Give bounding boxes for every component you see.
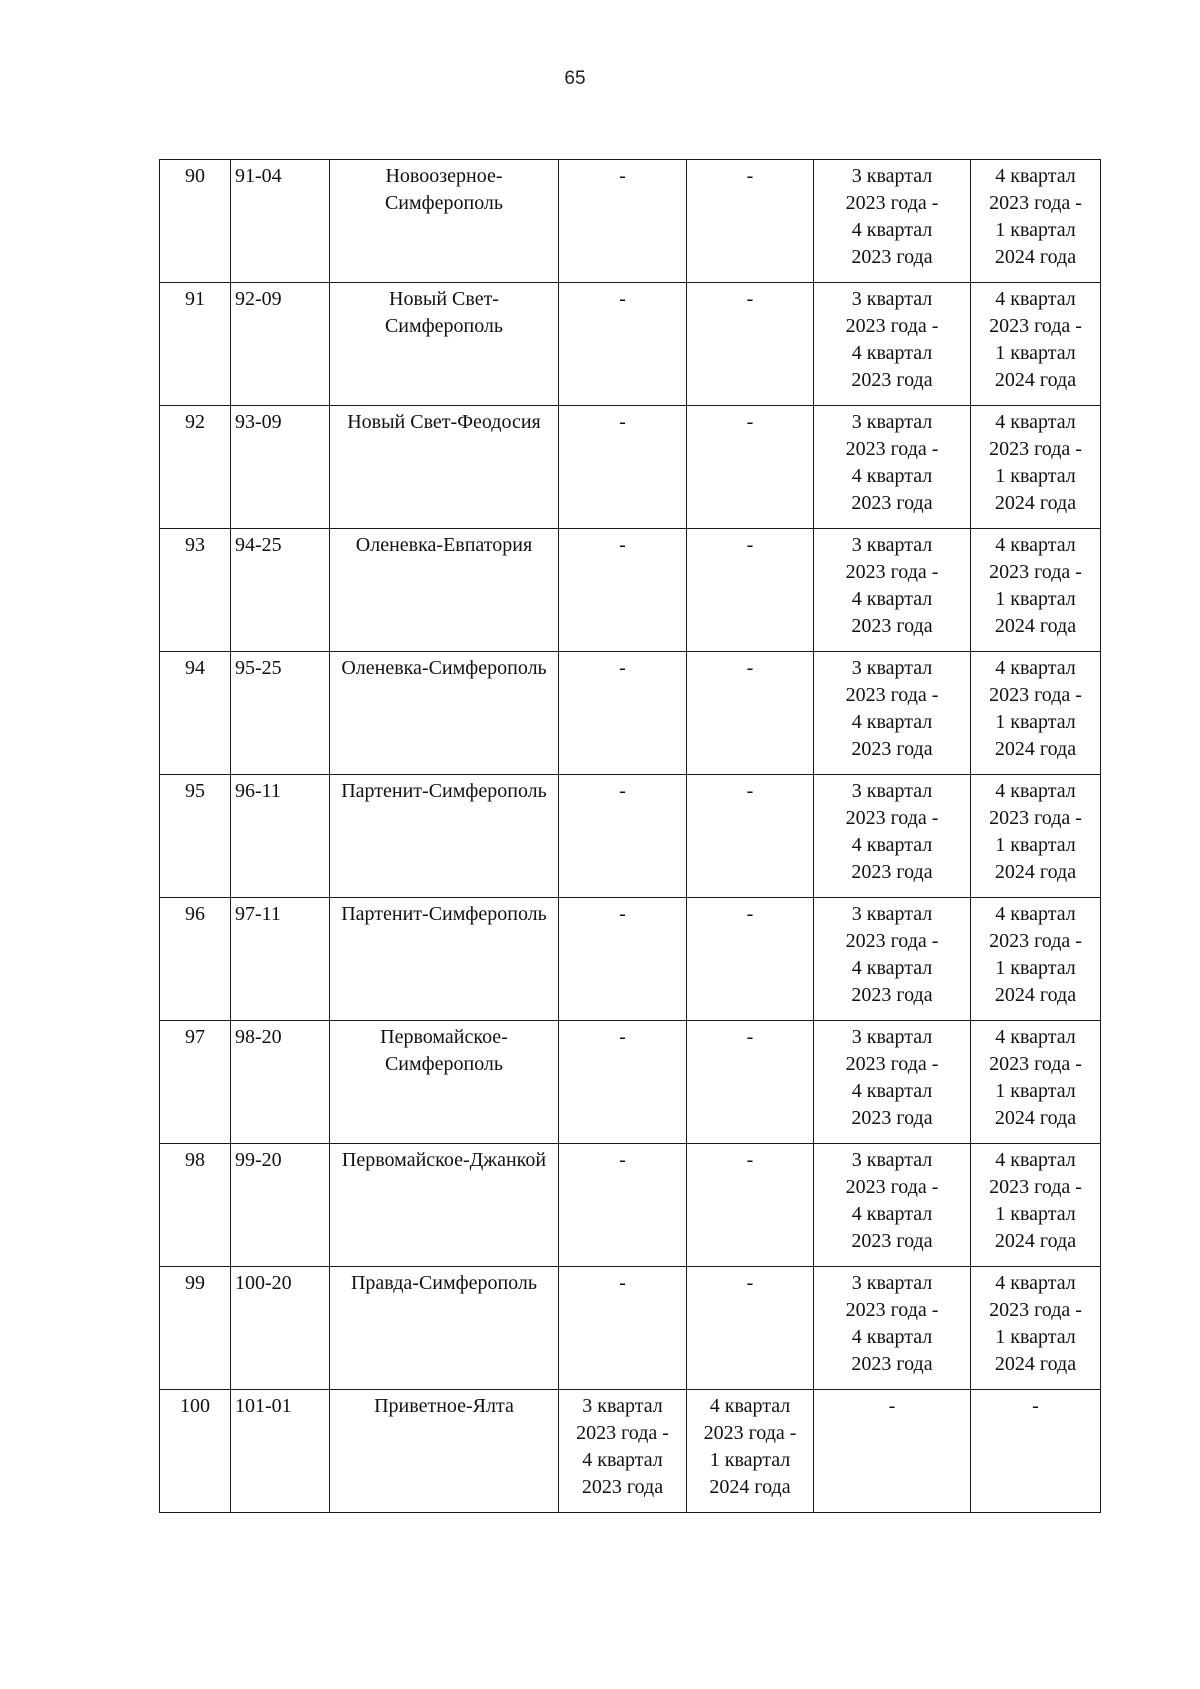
period-line: 4 квартал xyxy=(995,903,1076,925)
period-line: 4 квартал xyxy=(995,165,1076,187)
period-line: 2023 года - xyxy=(989,807,1082,829)
period-line: 2023 года xyxy=(851,1353,933,1375)
period-line: - xyxy=(746,1272,754,1294)
period-line: - xyxy=(619,534,626,556)
period-line: 2023 года - xyxy=(845,1176,939,1198)
table-row xyxy=(160,1267,1101,1390)
period-line: 2023 года - xyxy=(989,684,1082,706)
route-name-cell: Новый Свет-Симферополь xyxy=(330,283,559,406)
period-p3-cell xyxy=(814,283,971,406)
period-line: - xyxy=(746,1149,754,1171)
period-line: 2023 года xyxy=(851,1230,933,1252)
route-code-cell: 92-09 xyxy=(231,283,330,406)
period-line: 4 квартал xyxy=(851,342,933,364)
period-line: 2023 года - xyxy=(845,807,939,829)
period-line: 4 квартал xyxy=(851,465,933,487)
period-line: - xyxy=(619,288,626,310)
period-line: 4 квартал xyxy=(851,1080,933,1102)
period-p4-cell xyxy=(971,898,1101,1021)
period-line: 2023 года - xyxy=(845,192,939,214)
table-row xyxy=(160,406,1101,529)
period-p4-cell xyxy=(971,283,1101,406)
routes-table xyxy=(159,159,1101,1513)
period-line: 1 квартал xyxy=(995,219,1076,241)
period-line: 3 квартал xyxy=(851,1026,933,1048)
row-number-cell: 96 xyxy=(160,898,231,1021)
period-line: 2023 года xyxy=(851,246,933,268)
period-line: 4 квартал xyxy=(995,1272,1076,1294)
period-p4-cell xyxy=(971,406,1101,529)
period-p2-cell xyxy=(687,1021,814,1144)
period-p1-cell xyxy=(559,898,687,1021)
table-row xyxy=(160,1021,1101,1144)
period-line: 2023 года xyxy=(851,615,933,637)
period-line: 4 квартал xyxy=(851,957,933,979)
route-name-cell: Первомайское-Симферополь xyxy=(330,1021,559,1144)
row-number-cell: 93 xyxy=(160,529,231,652)
period-line: 4 квартал xyxy=(995,534,1076,556)
period-line: 3 квартал xyxy=(851,903,933,925)
table-row xyxy=(160,529,1101,652)
period-line: 2023 года - xyxy=(989,438,1082,460)
period-line: 2023 года - xyxy=(576,1422,669,1444)
route-code-cell: 94-25 xyxy=(231,529,330,652)
period-line: 3 квартал xyxy=(851,411,933,433)
period-p1-cell xyxy=(559,1267,687,1390)
period-line: 2024 года xyxy=(994,1353,1077,1375)
period-p3-cell xyxy=(814,652,971,775)
period-p1-cell xyxy=(559,775,687,898)
period-line: 4 квартал xyxy=(582,1449,663,1471)
period-line: 2023 года - xyxy=(989,561,1082,583)
route-name-cell: Приветное-Ялта xyxy=(330,1390,559,1513)
period-line: 3 квартал xyxy=(851,1149,933,1171)
period-p1-cell xyxy=(559,283,687,406)
period-line: 2024 года xyxy=(709,1476,791,1498)
route-code-cell: 93-09 xyxy=(231,406,330,529)
period-line: 2023 года xyxy=(851,984,933,1006)
period-line: 4 квартал xyxy=(851,1326,933,1348)
period-p4-cell xyxy=(971,1390,1101,1513)
period-p4-cell xyxy=(971,529,1101,652)
period-line: 1 квартал xyxy=(995,1326,1076,1348)
period-line: - xyxy=(619,780,626,802)
period-line: 3 квартал xyxy=(851,1272,933,1294)
route-code-cell: 97-11 xyxy=(231,898,330,1021)
period-line: 2023 года - xyxy=(845,438,939,460)
period-line: 4 квартал xyxy=(995,1026,1076,1048)
period-line: 1 квартал xyxy=(995,465,1076,487)
period-line: 2024 года xyxy=(994,492,1077,514)
period-line: 4 квартал xyxy=(851,1203,933,1225)
period-line: 3 квартал xyxy=(851,657,933,679)
period-p3-cell xyxy=(814,529,971,652)
period-line: 3 квартал xyxy=(851,165,933,187)
period-p1-cell xyxy=(559,529,687,652)
table-row xyxy=(160,1390,1101,1513)
period-line: 4 квартал xyxy=(995,1149,1076,1171)
period-p2-cell xyxy=(687,652,814,775)
route-code-cell: 98-20 xyxy=(231,1021,330,1144)
period-p1-cell xyxy=(559,652,687,775)
period-p3-cell xyxy=(814,1021,971,1144)
period-line: - xyxy=(746,288,754,310)
period-line: - xyxy=(746,903,754,925)
row-number-cell: 95 xyxy=(160,775,231,898)
page-number: 65 xyxy=(564,68,586,89)
row-number-cell: 90 xyxy=(160,160,231,283)
period-p2-cell xyxy=(687,406,814,529)
period-line: 1 квартал xyxy=(995,588,1076,610)
period-line: 4 квартал xyxy=(851,219,933,241)
period-line: - xyxy=(746,411,754,433)
route-name-cell: Партенит-Симферополь xyxy=(330,898,559,1021)
row-number-cell: 98 xyxy=(160,1144,231,1267)
period-line: 2023 года - xyxy=(845,315,939,337)
period-line: 4 квартал xyxy=(709,1395,791,1417)
period-p1-cell xyxy=(559,406,687,529)
period-p4-cell xyxy=(971,1021,1101,1144)
period-p2-cell xyxy=(687,160,814,283)
period-p3-cell xyxy=(814,775,971,898)
period-line: 2023 года - xyxy=(989,930,1082,952)
route-code-cell: 100-20 xyxy=(231,1267,330,1390)
period-line: 2023 года - xyxy=(845,1299,939,1321)
period-p4-cell xyxy=(971,1144,1101,1267)
table-row xyxy=(160,160,1101,283)
period-line: 4 квартал xyxy=(995,780,1076,802)
period-line: - xyxy=(619,657,626,679)
period-line: 1 квартал xyxy=(995,834,1076,856)
period-line: - xyxy=(746,780,754,802)
period-line: 2024 года xyxy=(994,246,1077,268)
period-line: 3 квартал xyxy=(582,1395,663,1417)
period-p3-cell xyxy=(814,1267,971,1390)
period-line: 2023 года - xyxy=(989,1176,1082,1198)
period-line: 2024 года xyxy=(994,615,1077,637)
routes-table-body xyxy=(160,160,1101,1513)
period-line: 2024 года xyxy=(994,369,1077,391)
period-line: 2023 года xyxy=(851,738,933,760)
table-row xyxy=(160,652,1101,775)
period-p1-cell xyxy=(559,160,687,283)
period-line: 1 квартал xyxy=(995,1203,1076,1225)
period-line: 1 квартал xyxy=(995,711,1076,733)
period-line: 2023 года - xyxy=(845,1053,939,1075)
period-line: 2024 года xyxy=(994,738,1077,760)
row-number-cell: 92 xyxy=(160,406,231,529)
period-p1-cell xyxy=(559,1144,687,1267)
period-line: 2023 года - xyxy=(845,561,939,583)
period-line: 2023 года xyxy=(851,492,933,514)
period-line: 1 квартал xyxy=(995,342,1076,364)
period-p4-cell xyxy=(971,160,1101,283)
period-line: - xyxy=(619,903,626,925)
route-code-cell: 99-20 xyxy=(231,1144,330,1267)
period-line: 1 квартал xyxy=(995,1080,1076,1102)
route-name-cell: Оленевка-Евпатория xyxy=(330,529,559,652)
table-row xyxy=(160,283,1101,406)
period-line: 4 квартал xyxy=(851,834,933,856)
period-line: - xyxy=(619,1149,626,1171)
period-line: 2023 года - xyxy=(989,315,1082,337)
period-line: 2024 года xyxy=(994,861,1077,883)
period-line: 2024 года xyxy=(994,1107,1077,1129)
period-line: - xyxy=(746,534,754,556)
route-name-cell: Партенит-Симферополь xyxy=(330,775,559,898)
period-line: 2023 года - xyxy=(703,1422,797,1444)
period-p3-cell xyxy=(814,1144,971,1267)
period-line: 3 квартал xyxy=(851,534,933,556)
period-p2-cell xyxy=(687,1390,814,1513)
row-number-cell: 91 xyxy=(160,283,231,406)
period-p2-cell xyxy=(687,898,814,1021)
period-p3-cell xyxy=(814,1390,971,1513)
period-line: 4 квартал xyxy=(995,657,1076,679)
route-name-cell: Оленевка-Симферополь xyxy=(330,652,559,775)
period-p3-cell xyxy=(814,898,971,1021)
period-line: - xyxy=(888,1395,896,1417)
period-p4-cell xyxy=(971,652,1101,775)
row-number-cell: 94 xyxy=(160,652,231,775)
period-p2-cell xyxy=(687,529,814,652)
route-name-cell: Новый Свет-Феодосия xyxy=(330,406,559,529)
period-line: 4 квартал xyxy=(995,288,1076,310)
period-line: 1 квартал xyxy=(995,957,1076,979)
period-line: 2023 года xyxy=(851,1107,933,1129)
table-row xyxy=(160,1144,1101,1267)
route-name-cell: Правда-Симферополь xyxy=(330,1267,559,1390)
period-line: 2023 года - xyxy=(989,1299,1082,1321)
period-line: 1 квартал xyxy=(709,1449,791,1471)
route-name-cell: Первомайское-Джанкой xyxy=(330,1144,559,1267)
period-p2-cell xyxy=(687,1267,814,1390)
period-line: 2023 года xyxy=(851,369,933,391)
period-line: 4 квартал xyxy=(995,411,1076,433)
period-p3-cell xyxy=(814,406,971,529)
period-line: 4 квартал xyxy=(851,588,933,610)
period-line: 2023 года xyxy=(581,1476,664,1498)
period-line: - xyxy=(619,165,626,187)
period-line: 2024 года xyxy=(994,1230,1077,1252)
period-p1-cell xyxy=(559,1021,687,1144)
period-p2-cell xyxy=(687,283,814,406)
period-line: - xyxy=(619,411,626,433)
period-p4-cell xyxy=(971,775,1101,898)
period-line: - xyxy=(746,657,754,679)
period-line: - xyxy=(746,165,754,187)
period-line: 2023 года xyxy=(851,861,933,883)
period-line: - xyxy=(619,1272,626,1294)
row-number-cell: 99 xyxy=(160,1267,231,1390)
route-name-cell: Новоозерное-Симферополь xyxy=(330,160,559,283)
period-line: 3 квартал xyxy=(851,288,933,310)
period-line: - xyxy=(619,1026,626,1048)
period-line: 2023 года - xyxy=(989,192,1082,214)
period-line: - xyxy=(746,1026,754,1048)
period-p2-cell xyxy=(687,1144,814,1267)
period-line: 2024 года xyxy=(994,984,1077,1006)
table-row xyxy=(160,898,1101,1021)
route-code-cell: 101-01 xyxy=(231,1390,330,1513)
period-line: 2023 года - xyxy=(845,684,939,706)
route-code-cell: 91-04 xyxy=(231,160,330,283)
period-p4-cell xyxy=(971,1267,1101,1390)
row-number-cell: 100 xyxy=(160,1390,231,1513)
period-p3-cell xyxy=(814,160,971,283)
period-p1-cell xyxy=(559,1390,687,1513)
period-line: - xyxy=(1032,1395,1039,1417)
table-row xyxy=(160,775,1101,898)
period-line: 2023 года - xyxy=(845,930,939,952)
period-line: 4 квартал xyxy=(851,711,933,733)
period-line: 3 квартал xyxy=(851,780,933,802)
route-code-cell: 95-25 xyxy=(231,652,330,775)
period-line: 2023 года - xyxy=(989,1053,1082,1075)
period-p2-cell xyxy=(687,775,814,898)
row-number-cell: 97 xyxy=(160,1021,231,1144)
route-code-cell: 96-11 xyxy=(231,775,330,898)
